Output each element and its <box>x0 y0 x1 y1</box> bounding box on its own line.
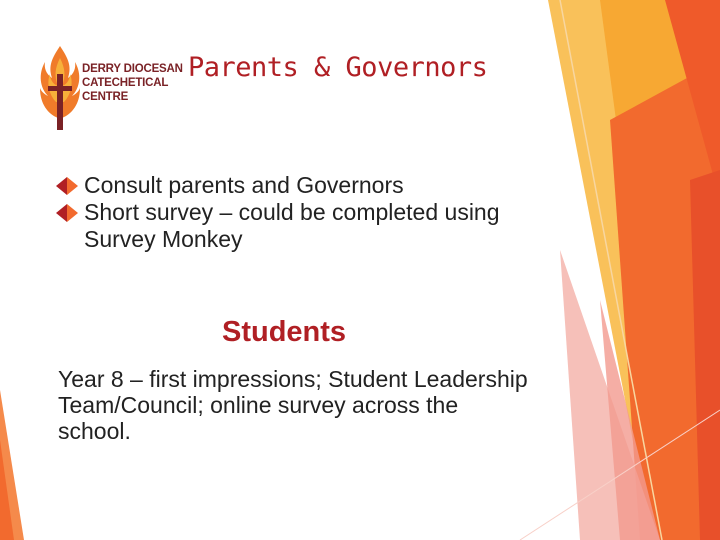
logo-line: CATECHETICAL <box>82 77 169 89</box>
diamond-bullet-icon <box>56 204 78 222</box>
bullet-list <box>56 172 536 253</box>
diamond-bullet-icon <box>56 177 78 195</box>
slide-title: Parents & Governors <box>188 52 488 83</box>
bullet-text: Consult parents and Governors <box>84 172 404 198</box>
bullet-item <box>56 172 536 199</box>
section-body: Year 8 – first impressions; Student Leadership Team/Council; online survey across the school. <box>58 366 528 444</box>
bullet-text: Short survey – could be completed using Survey Monkey <box>84 199 500 252</box>
logo-text <box>82 62 187 104</box>
diocesan-logo <box>38 44 183 136</box>
bullet-item <box>56 199 536 253</box>
logo-line: DERRY DIOCESAN <box>82 63 183 75</box>
section-heading: Students <box>222 316 347 348</box>
logo-line: CENTRE <box>82 91 129 103</box>
flame-cross-icon <box>38 44 82 136</box>
